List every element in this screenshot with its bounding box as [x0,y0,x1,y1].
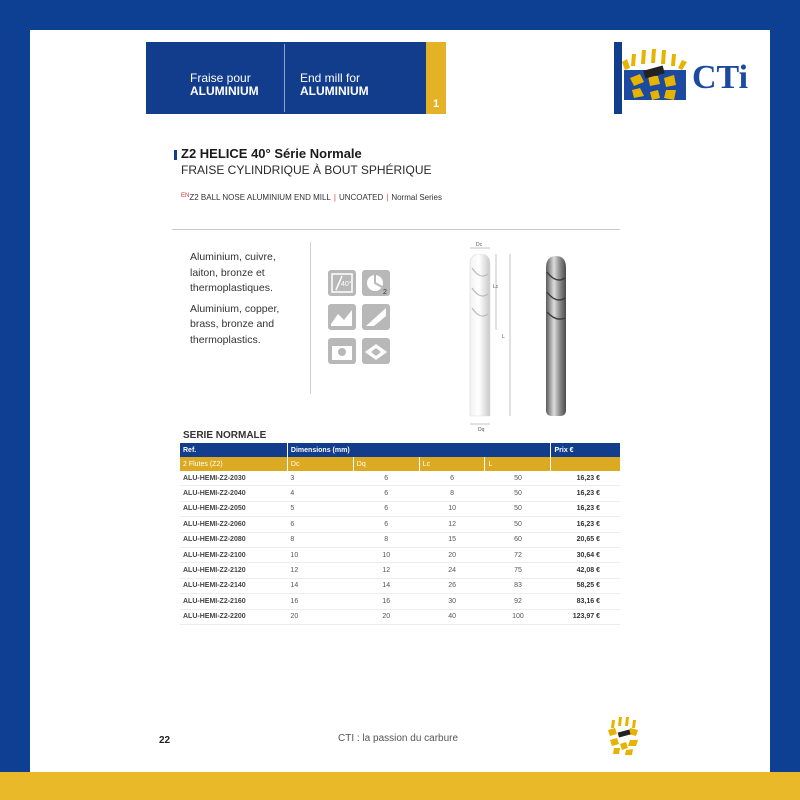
cell-lc: 15 [419,532,485,547]
en-part3: Normal Series [391,193,443,202]
en-separator-2: | [386,193,389,202]
vertical-divider [310,242,311,394]
table-row [180,501,620,516]
cell-ref: ALU-HEMI-Z2-2080 [180,532,287,547]
cell-lc: 6 [419,471,485,486]
cell-lc: 30 [419,594,485,609]
cell-dc: 6 [287,517,353,532]
table-row [180,517,620,532]
title-marker [174,150,177,160]
col-flutes-header: 2 Flutes (Z2) [180,457,287,471]
cell-dq: 6 [353,501,419,516]
cell-l: 60 [485,532,551,547]
en-part2: UNCOATED [338,193,384,202]
en-separator-1: | [333,193,336,202]
section-divider [172,229,620,230]
cell-price: 16,23 € [551,471,620,486]
cell-lc: 40 [419,609,485,624]
description-fr: Aluminium, cuivre, laiton, bronze et thermoplastiques. [190,251,276,294]
cell-price: 30,64 € [551,547,620,562]
cell-dc: 16 [287,594,353,609]
bottom-gold-band [0,772,800,800]
cell-dc: 4 [287,486,353,501]
en-part1: Z2 BALL NOSE ALUMINIUM END MILL [189,193,331,202]
table-row [180,471,620,486]
cell-dq: 20 [353,609,419,624]
flutes-label: 2 [383,289,387,296]
cell-ref: ALU-HEMI-Z2-2120 [180,563,287,578]
cell-l: 50 [485,501,551,516]
cell-price: 20,65 € [551,532,620,547]
cell-l: 75 [485,563,551,578]
header-fr-line1: Fraise pour [190,71,251,85]
col-dq-header: Dq [353,457,419,471]
footer-logo-icon [606,716,642,756]
col-ref-header: Ref. [180,443,287,457]
specification-table [180,443,620,625]
cell-l: 100 [485,609,551,624]
tool-photo-view [546,256,566,416]
col-price-header: Prix € [551,443,620,457]
cell-dc: 5 [287,501,353,516]
cell-lc: 12 [419,517,485,532]
description-en: Aluminium, copper, brass, bronze and thermoplastics. [190,302,280,346]
cell-ref: ALU-HEMI-Z2-2160 [180,594,287,609]
cell-ref: ALU-HEMI-Z2-2050 [180,501,287,516]
table-row [180,578,620,593]
tool-outline-view [470,242,510,433]
table-row [180,532,620,547]
cell-dq: 10 [353,547,419,562]
cell-ref: ALU-HEMI-Z2-2060 [180,517,287,532]
cell-l: 72 [485,547,551,562]
flutes-icon [362,270,390,296]
table-row [180,594,620,609]
slotting-icon [328,304,356,330]
cell-lc: 20 [419,547,485,562]
side-milling-icon [362,304,390,330]
cell-ref: ALU-HEMI-Z2-2040 [180,486,287,501]
col-dc-header: Dc [287,457,353,471]
header-bar [146,42,749,114]
dim-lc-label: Lc [493,284,499,290]
cell-price: 16,23 € [551,501,620,516]
table-row [180,563,620,578]
footer-tagline: CTI : la passion du carbure [338,733,459,744]
cell-dc: 10 [287,547,353,562]
cell-price: 58,25 € [551,578,620,593]
cell-l: 92 [485,594,551,609]
cell-l: 50 [485,486,551,501]
material-description [190,250,300,353]
dim-dq-label: Dq [478,427,485,433]
en-tag: EN [181,193,190,199]
table-body [180,471,620,624]
cell-dq: 16 [353,594,419,609]
cell-ref: ALU-HEMI-Z2-2200 [180,609,287,624]
cell-price: 83,16 € [551,594,620,609]
header-french-title [190,72,259,98]
header-divider [284,44,285,112]
cell-l: 50 [485,517,551,532]
cell-l: 50 [485,471,551,486]
cell-ref: ALU-HEMI-Z2-2140 [180,578,287,593]
cell-ref: ALU-HEMI-Z2-2100 [180,547,287,562]
cell-dc: 3 [287,471,353,486]
logo-text: CTi [692,59,749,96]
dim-dc-label: Dc [476,242,483,248]
table-row [180,486,620,501]
col-lc-header: Lc [419,457,485,471]
plunging-icon [328,338,356,364]
english-description [181,193,442,202]
dim-l-label: L [502,334,505,340]
cell-price: 16,23 € [551,517,620,532]
header-english-title [300,72,369,98]
table-header-row-1 [180,443,620,457]
cell-dc: 14 [287,578,353,593]
cell-dc: 20 [287,609,353,624]
cell-dq: 6 [353,471,419,486]
cell-price: 123,97 € [551,609,620,624]
header-en-line2: ALUMINIUM [300,84,369,98]
table-row [180,609,620,624]
cell-dq: 12 [353,563,419,578]
col-price-subheader [551,457,620,471]
cell-lc: 24 [419,563,485,578]
section-number: 1 [433,98,440,110]
cell-dq: 14 [353,578,419,593]
series-title: SERIE NORMALE [183,430,267,441]
header-right-strip [614,42,622,114]
cell-dc: 8 [287,532,353,547]
cell-l: 83 [485,578,551,593]
cell-price: 42,08 € [551,563,620,578]
cell-dq: 6 [353,517,419,532]
cti-logo-icon [618,48,758,108]
helix-label: 40° [341,281,352,288]
header-fr-line2: ALUMINIUM [190,84,259,98]
cell-price: 16,23 € [551,486,620,501]
cell-ref: ALU-HEMI-Z2-2030 [180,471,287,486]
page-number: 22 [159,735,171,746]
col-l-header: L [485,457,551,471]
cell-lc: 10 [419,501,485,516]
table-header-row-2 [180,457,620,471]
cell-lc: 26 [419,578,485,593]
catalog-page [30,30,770,772]
end-mill-drawing [450,238,590,434]
col-dimensions-header: Dimensions (mm) [287,443,551,457]
header-en-line1: End mill for [300,71,361,85]
cell-dq: 6 [353,486,419,501]
pocketing-icon [362,338,390,364]
table-row [180,547,620,562]
cell-dq: 8 [353,532,419,547]
helix-angle-icon [328,270,356,296]
product-title: Z2 HELICE 40° Série Normale [181,146,362,161]
cell-dc: 12 [287,563,353,578]
product-subtitle: FRAISE CYLINDRIQUE À BOUT SPHÉRIQUE [181,163,432,177]
cell-lc: 8 [419,486,485,501]
header-logo-area [446,42,749,114]
